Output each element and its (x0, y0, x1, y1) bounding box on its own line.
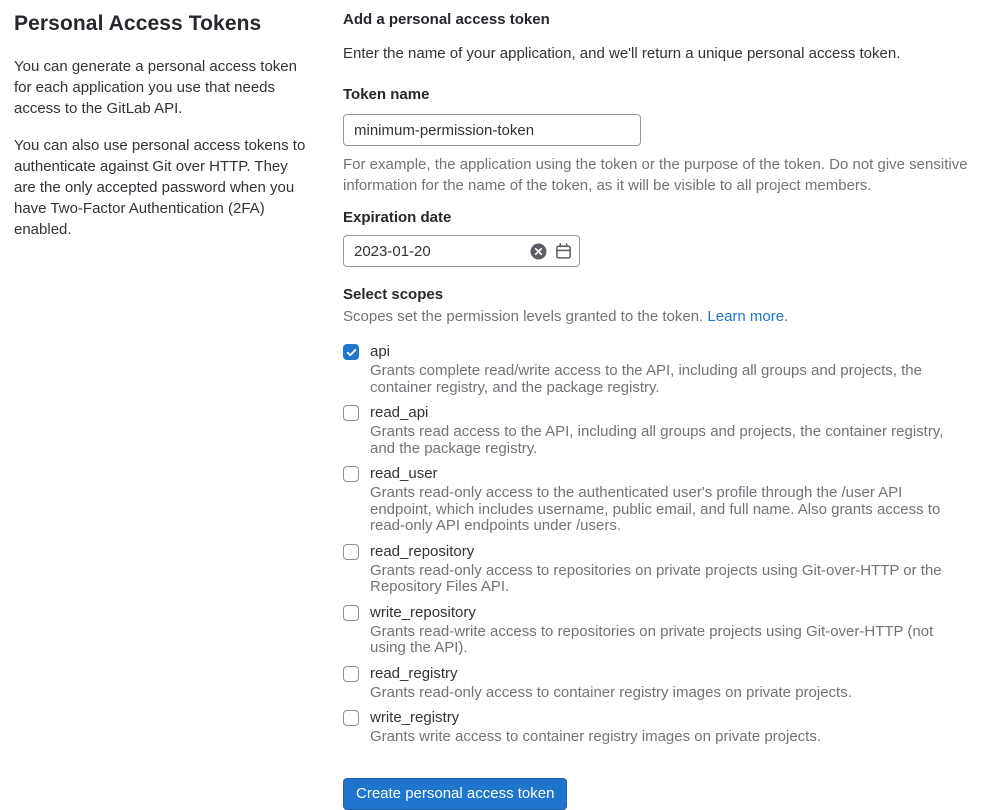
select-scopes-label: Select scopes (343, 286, 444, 303)
scope-item (343, 709, 971, 746)
scope-item (343, 465, 971, 535)
scope-description: Grants write access to container registry images on private projects. (370, 728, 822, 745)
scope-checkbox[interactable] (343, 544, 359, 560)
token-name-help: For example, the application using the token or the purpose of the token. Do not give sensitive information for the name of the token, as it will be visible to all project members. (343, 156, 968, 194)
scope-label[interactable]: write_registry (370, 709, 460, 726)
token-form (329, 0, 986, 810)
scope-checkbox[interactable] (343, 466, 359, 482)
scope-label[interactable]: read_repository (370, 542, 475, 560)
page-title: Personal Access Tokens (14, 12, 262, 35)
form-subheading: Enter the name of your application, and we'll return a unique personal access token. (343, 45, 901, 62)
scopes-help-text (343, 309, 971, 325)
scope-description: Grants read-only access to repositories on private projects using Git-over-HTTP or the Repository Files API. (370, 561, 942, 595)
expiration-date-input[interactable] (343, 235, 580, 267)
intro-paragraph: You can also use personal access tokens to authenticate against Git over HTTP. They are the only accepted password when you have Two-Factor Authentication (2FA) enabled. (14, 137, 306, 238)
scope-row (343, 709, 971, 726)
scope-label[interactable]: read_user (370, 465, 438, 482)
scope-label[interactable]: read_registry (370, 664, 458, 682)
create-token-button[interactable]: Create personal access token (343, 778, 567, 810)
scope-row (343, 604, 971, 621)
scope-checkbox[interactable] (343, 344, 359, 360)
scope-label[interactable]: read_api (370, 404, 429, 421)
scope-row (343, 465, 971, 482)
scope-list (343, 343, 971, 746)
settings-description-column (0, 0, 329, 256)
scope-checkbox[interactable] (343, 605, 359, 621)
scope-item (343, 665, 971, 702)
scope-checkbox[interactable] (343, 405, 359, 421)
scope-row (343, 343, 971, 360)
scope-label[interactable]: write_repository (370, 603, 476, 621)
scope-row (343, 404, 971, 421)
calendar-icon (555, 243, 572, 260)
check-icon (346, 347, 357, 358)
scope-description: Grants read-only access to the authenticated user's profile through the /user API endpoint, which includes username, public email, and full name. Also grants access to read-only API endpoints under /users. (370, 484, 941, 534)
scope-checkbox[interactable] (343, 666, 359, 682)
form-heading: Add a personal access token (343, 11, 550, 28)
calendar-button[interactable] (555, 243, 572, 260)
scope-row (343, 543, 971, 560)
intro-paragraph: You can generate a personal access token for each application you use that needs access to the GitLab API. (14, 58, 297, 117)
scope-checkbox[interactable] (343, 710, 359, 726)
scope-item (343, 343, 971, 396)
scope-item (343, 404, 971, 457)
learn-more-link[interactable]: Learn more. (707, 308, 789, 325)
scope-item (343, 543, 971, 596)
expiration-date-value[interactable]: 2023-01-20 (354, 242, 431, 260)
scope-label[interactable]: api (370, 343, 391, 360)
expiration-date-label: Expiration date (343, 209, 452, 226)
token-name-label: Token name (343, 86, 430, 103)
circle-x-icon (530, 243, 547, 260)
scope-description: Grants complete read/write access to the API, including all groups and projects, the container registry, and the package registry. (370, 362, 922, 396)
scope-description: Grants read-only access to container registry images on private projects. (370, 683, 852, 701)
scopes-help-sentence: Scopes set the permission levels granted to the token. (343, 308, 704, 325)
scope-description: Grants read-write access to repositories on private projects using Git-over-HTTP (not using the API). (370, 622, 934, 656)
scope-row (343, 665, 971, 682)
scope-description: Grants read access to the API, including all groups and projects, the container registry, and the package registry. (370, 423, 944, 457)
token-name-input[interactable] (343, 114, 641, 146)
clear-date-button[interactable] (530, 243, 547, 260)
scope-item (343, 604, 971, 657)
